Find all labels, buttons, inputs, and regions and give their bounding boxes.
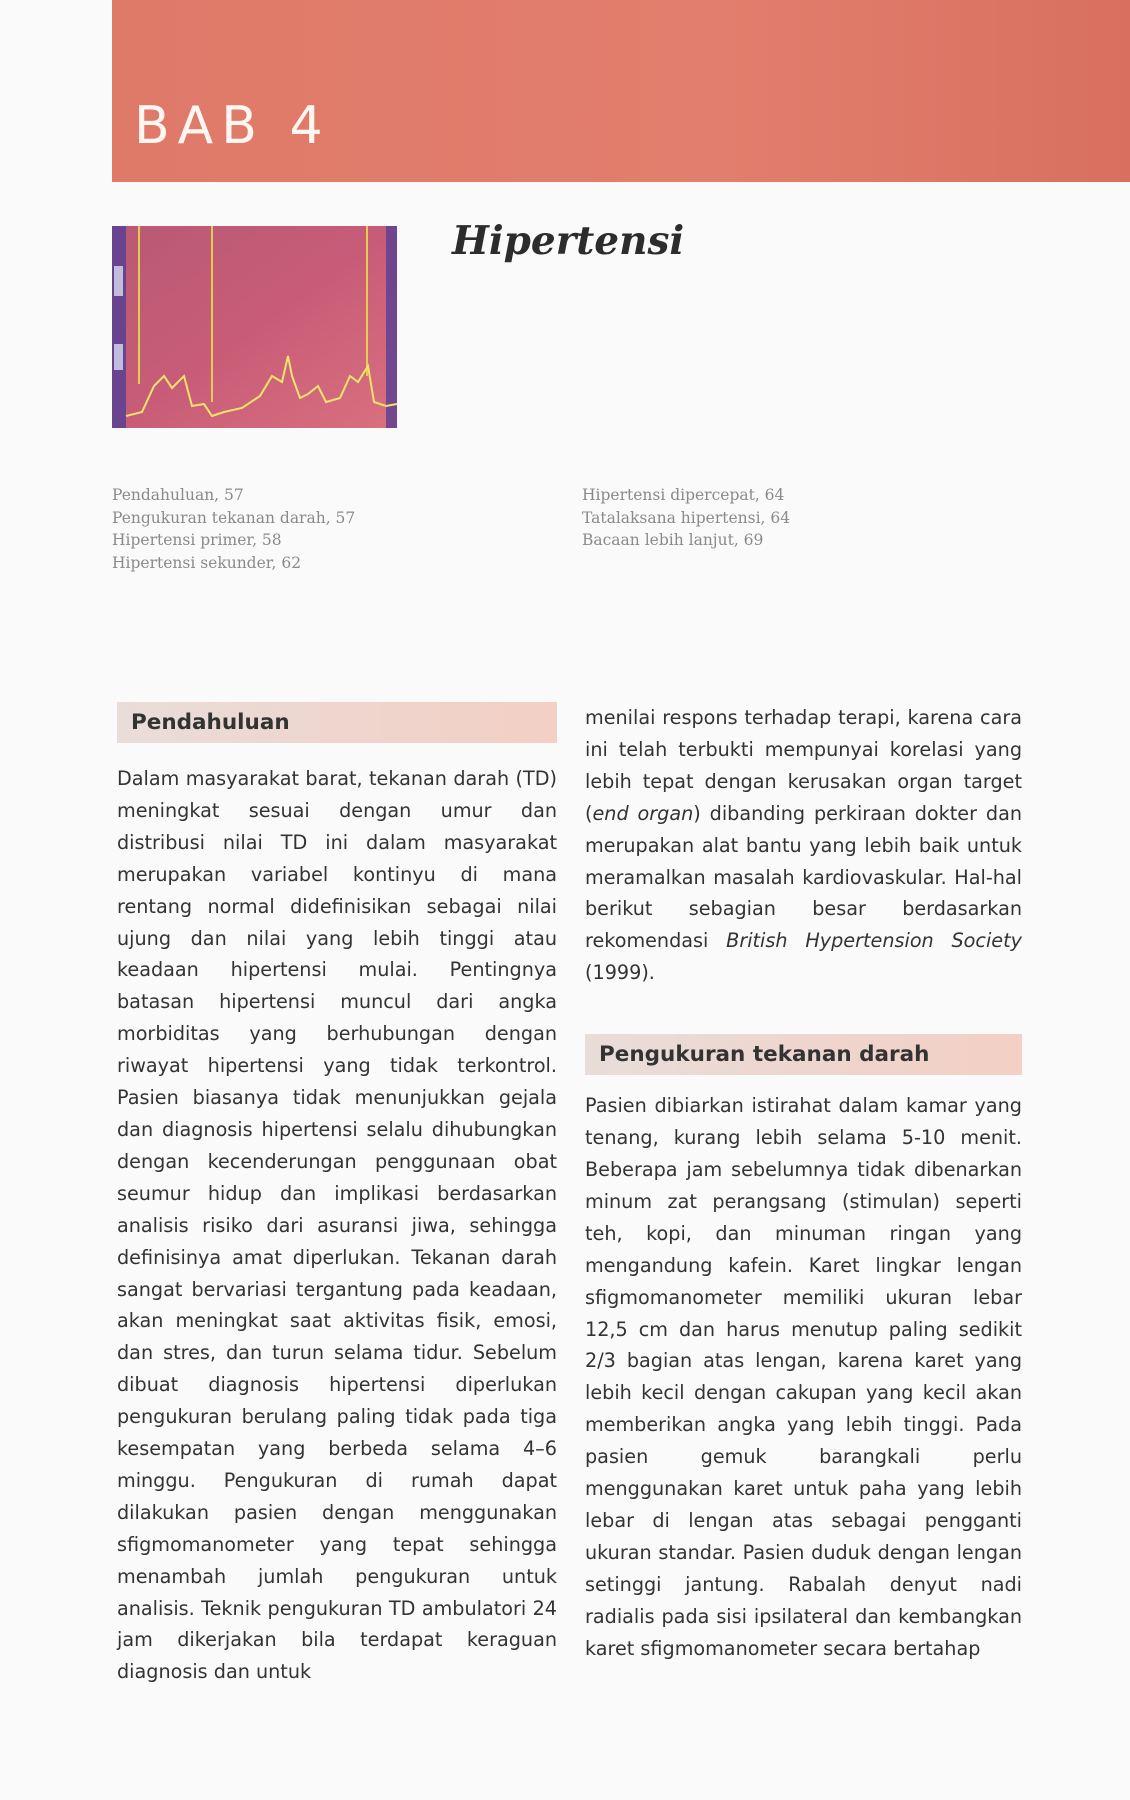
- toc-right: [582, 484, 790, 552]
- body-paragraph: Pasien dibiarkan istirahat dalam kamar yang tenang, kurang lebih selama 5-10 menit. Beberapa jam sebelumnya tidak dibenarkan minum zat perangsang (stimulan) seperti teh, kopi, dan minuman ringan yang mengandung kafein. Karet lingkar lengan sfigmomanometer memiliki ukuran lebar 12,5 cm dan harus menutup paling sedikit 2/3 bagian atas lengan, karena karet yang lebih kecil dengan cakupan yang kecil akan memberikan angka yang lebih tinggi. Pada pasien gemuk barangkali perlu menggunakan karet untuk paha yang lebih lebar di lengan atas sebagai pengganti ukuran standar. Pasien duduk dengan lengan setinggi jantung. Rabalah denyut nadi radialis pada sisi ipsilateral dan kembangkan karet sfigmomanometer secara bertahap: [585, 1094, 1022, 1660]
- section-heading-pendahuluan: Pendahuluan: [117, 702, 557, 743]
- toc-item[interactable]: Hipertensi primer, 58: [112, 531, 282, 549]
- chapter-title: Hipertensi: [452, 218, 685, 264]
- left-column: [117, 702, 557, 1688]
- body-paragraph-continued: menilai respons terhadap terapi, karena cara ini telah terbukti mempunyai korelasi yang lebih tepat dengan kerusakan organ target (end organ) dibanding perkiraan dokter dan merupakan alat bantu yang lebih baik untuk meramalkan masalah kardiovaskular. Hal-hal berikut sebagian besar berdasarkan rekomendasi British Hypertension Society (1999).: [585, 706, 1022, 985]
- body-paragraph: Dalam masyarakat barat, tekanan darah (TD) meningkat sesuai dengan umur dan distribusi nilai TD ini dalam masyarakat merupakan variabel kontinyu di mana rentang normal didefinisikan sebagai nilai ujung dan nilai yang lebih tinggi atau keadaan hipertensi mulai. Pentingnya batasan hipertensi muncul dari angka morbiditas yang berhubungan dengan riwayat hipertensi yang tidak terkontrol. Pasien biasanya tidak menunjukkan gejala dan diagnosis hipertensi selalu dihubungkan dengan kecenderungan penggunaan obat seumur hidup dan implikasi berdasarkan analisis risiko dari asuransi jiwa, sehingga definisinya amat diperlukan. Tekanan darah sangat bervariasi tergantung pada keadaan, akan meningkat saat aktivitas fisik, emosi, dan stres, dan turun selama tidur. Sebelum dibuat diagnosis hipertensi diperlukan pengukuran berulang paling tidak pada tiga kesempatan yang berbeda selama 4–6 minggu. Pengukuran di rumah dapat dilakukan pasien dengan menggunakan sfigmomanometer yang tepat sehingga menambah jumlah pengukuran untuk analisis. Teknik pengukuran TD ambulatori 24 jam dikerjakan bila terdapat keraguan diagnosis dan untuk: [117, 767, 557, 1684]
- toc-left: [112, 484, 355, 574]
- right-column: [585, 702, 1022, 1664]
- toc-item[interactable]: Pendahuluan, 57: [112, 486, 244, 504]
- toc-item[interactable]: Bacaan lebih lanjut, 69: [582, 531, 764, 549]
- toc-item[interactable]: Hipertensi dipercepat, 64: [582, 486, 785, 504]
- toc-item[interactable]: Pengukuran tekanan darah, 57: [112, 508, 356, 527]
- chapter-banner: [112, 0, 1130, 182]
- toc-item[interactable]: Hipertensi sekunder, 62: [112, 553, 302, 572]
- section-heading-pengukuran: Pengukuran tekanan darah: [585, 1034, 1022, 1075]
- ecg-monitor-image: [112, 226, 397, 428]
- toc-item[interactable]: Tatalaksana hipertensi, 64: [582, 508, 791, 527]
- chapter-label: BAB 4: [134, 96, 331, 156]
- reference-title: British Hypertension Society: [726, 929, 1022, 953]
